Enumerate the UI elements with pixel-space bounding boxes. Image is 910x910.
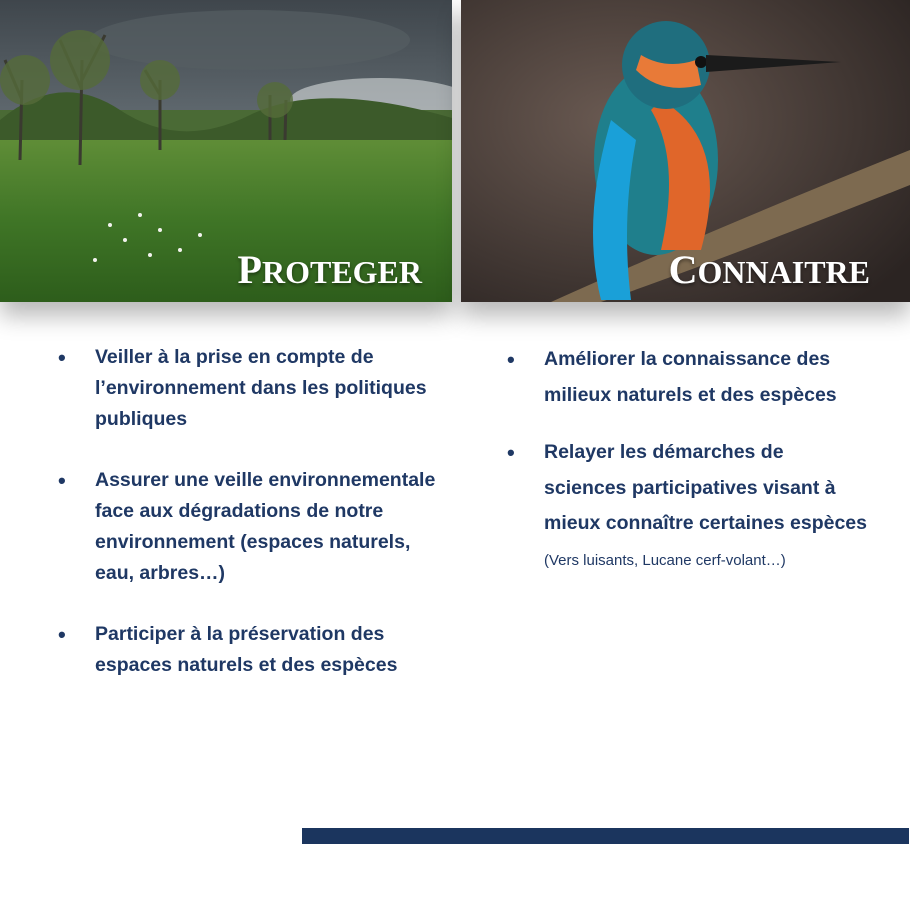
proteger-list	[58, 342, 438, 681]
list-item: • Participer à la préservation des espaces naturels et des espèces	[58, 619, 438, 681]
footer-divider-bar	[302, 828, 909, 844]
proteger-list-column	[58, 342, 438, 711]
list-item-note: (Vers luisants, Lucane cerf-volant…)	[544, 551, 786, 569]
connaitre-list	[507, 342, 867, 577]
proteger-heading: PROTEGER	[237, 247, 422, 292]
list-item: • Veiller à la prise en compte de l’environnement dans les politiques publiques	[58, 342, 438, 435]
connaitre-photo-panel	[461, 0, 910, 302]
list-item-text: Relayer les démarches de sciences participatives visant à mieux connaître certaines espèces	[544, 441, 867, 534]
proteger-photo-panel	[0, 0, 452, 302]
list-item: • Améliorer la connaissance des milieux naturels et des espèces	[507, 342, 867, 413]
list-item	[507, 435, 867, 577]
connaitre-list-column	[507, 342, 867, 599]
list-item: • Assurer une veille environnementale face aux dégradations de notre environnement (espaces naturels, eau, arbres…)	[58, 465, 438, 589]
connaitre-heading: CONNAITRE	[668, 247, 870, 292]
